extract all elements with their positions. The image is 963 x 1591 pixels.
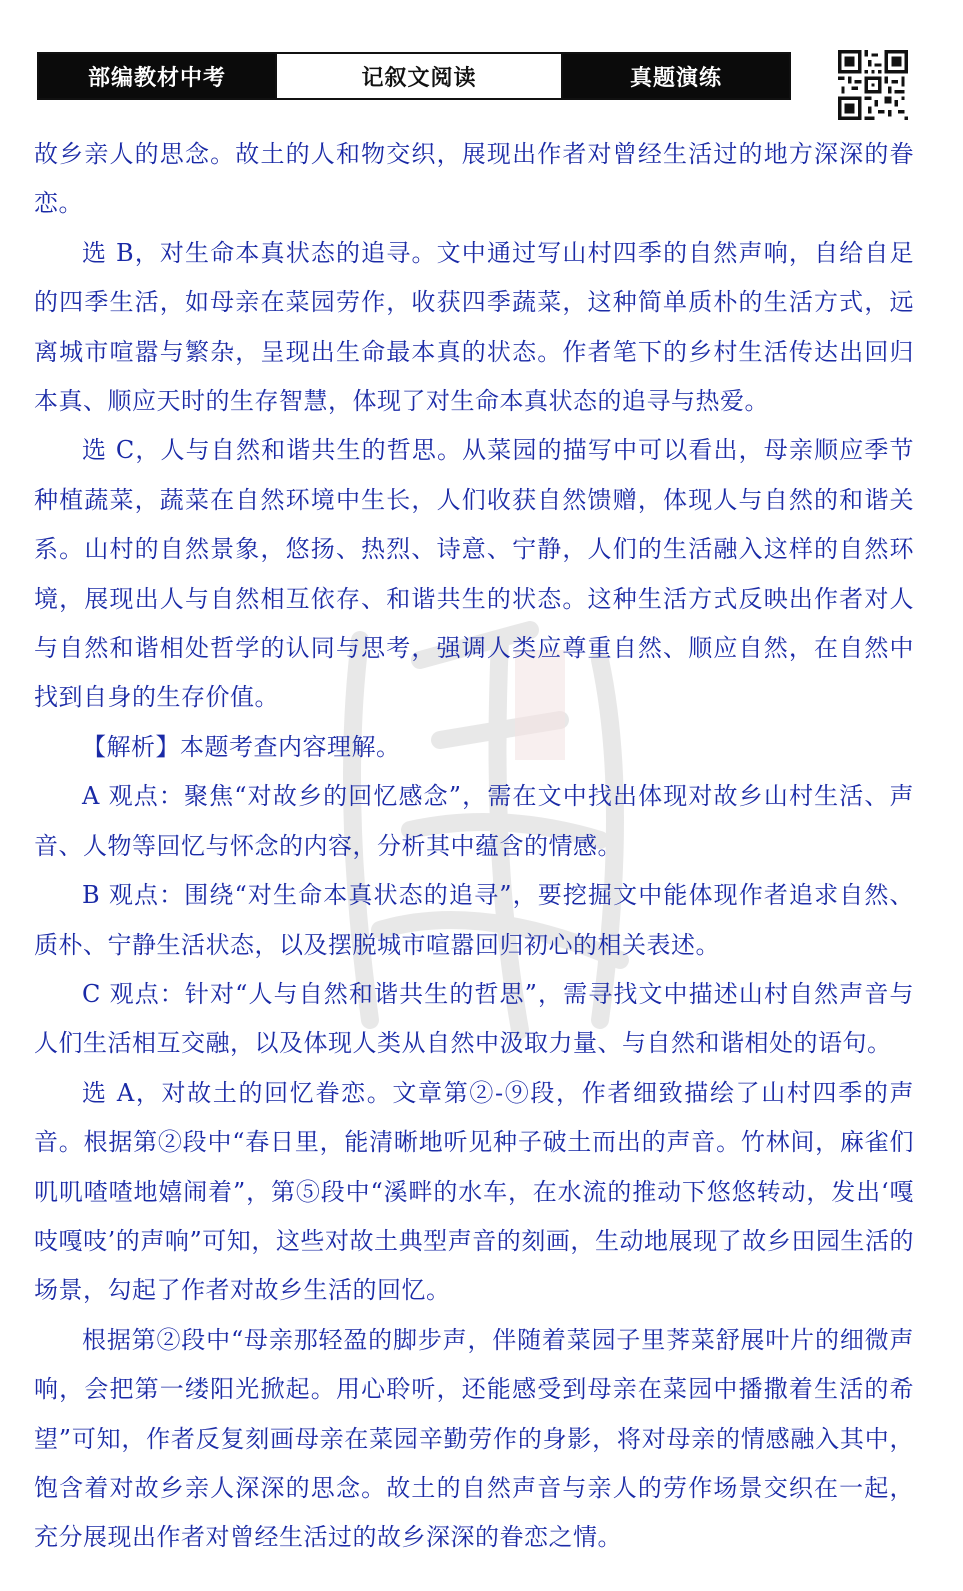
qr-code-icon — [838, 50, 908, 120]
article-body — [34, 130, 914, 1563]
header-cell-textbook: 部编教材中考 — [39, 54, 275, 98]
paragraph: 根据第②段中“母亲那轻盈的脚步声，伴随着菜园子里荠菜舒展叶片的细微声响，会把第一缕阳光掀起。用心聆听，还能感受到母亲在菜园中播撒着生活的希望”可知，作者反复刻画母亲在菜园辛勤劳作的身影，将对母亲的情感融入其中，饱含着对故乡亲人深深的思念。故土的自然声音与亲人的劳作场景交织在一起，充分展现出作者对曾经生活过的故乡深深的眷恋之情。 — [34, 1325, 914, 1552]
paragraph: 故乡亲人的思念。故土的人和物交织，展现出作者对曾经生活过的地方深深的眷恋。 — [34, 140, 914, 218]
analysis-heading: 【解析】本题考查内容理解。 — [82, 732, 401, 761]
paragraph: A 观点：聚焦“对故乡的回忆感念”，需在文中找出体现对故乡山村生活、声音、人物等回忆与怀念的内容，分析其中蕴含的情感。 — [34, 782, 914, 860]
paragraph: 选 B，对生命本真状态的追寻。文中通过写山村四季的自然声响，自给自足的四季生活，如母亲在菜园劳作，收获四季蔬菜，这种简单质朴的生活方式，远离城市喧嚣与繁杂，呈现出生命最本真的状态。作者笔下的乡村生活传达出回归本真、顺应天时的生存智慧，体现了对生命本真状态的追寻与热爱。 — [34, 238, 914, 416]
header-cell-genre: 记叙文阅读 — [275, 54, 563, 98]
paragraph: C 观点：针对“人与自然和谐共生的哲思”，需寻找文中描述山村自然声音与人们生活相互交融，以及体现人类从自然中汲取力量、与自然和谐相处的语句。 — [34, 979, 914, 1058]
paragraph: B 观点：围绕“对生命本真状态的追寻”，要挖掘文中能体现作者追求自然、质朴、宁静生活状态，以及摆脱城市喧嚣回归初心的相关表述。 — [34, 881, 914, 959]
header-bar — [37, 52, 791, 100]
paragraph: 选 C，人与自然和谐共生的哲思。从菜园的描写中可以看出，母亲顺应季节种植蔬菜，蔬菜在自然环境中生长，人们收获自然馈赠，体现人与自然的和谐关系。山村的自然景象，悠扬、热烈、诗意、宁静，人们的生活融入这样的自然环境，展现出人与自然相互依存、和谐共生的状态。这种生活方式反映出作者对人与自然和谐相处哲学的认同与思考，强调人类应尊重自然、顺应自然，在自然中找到自身的生存价值。 — [34, 436, 914, 712]
header-cell-practice: 真题演练 — [563, 54, 789, 98]
paragraph: 选 A，对故土的回忆眷恋。文章第②-⑨段，作者细致描绘了山村四季的声音。根据第②段中“春日里，能清晰地听见种子破土而出的声音。竹林间，麻雀们叽叽喳喳地嬉闹着”，第⑤段中“溪畔的水车，在水流的推动下悠悠转动，发出‘嘎吱嘎吱’的声响”可知，这些对故土典型声音的刻画，生动地展现了故乡田园生活的场景，勾起了作者对故乡生活的回忆。 — [34, 1078, 914, 1305]
